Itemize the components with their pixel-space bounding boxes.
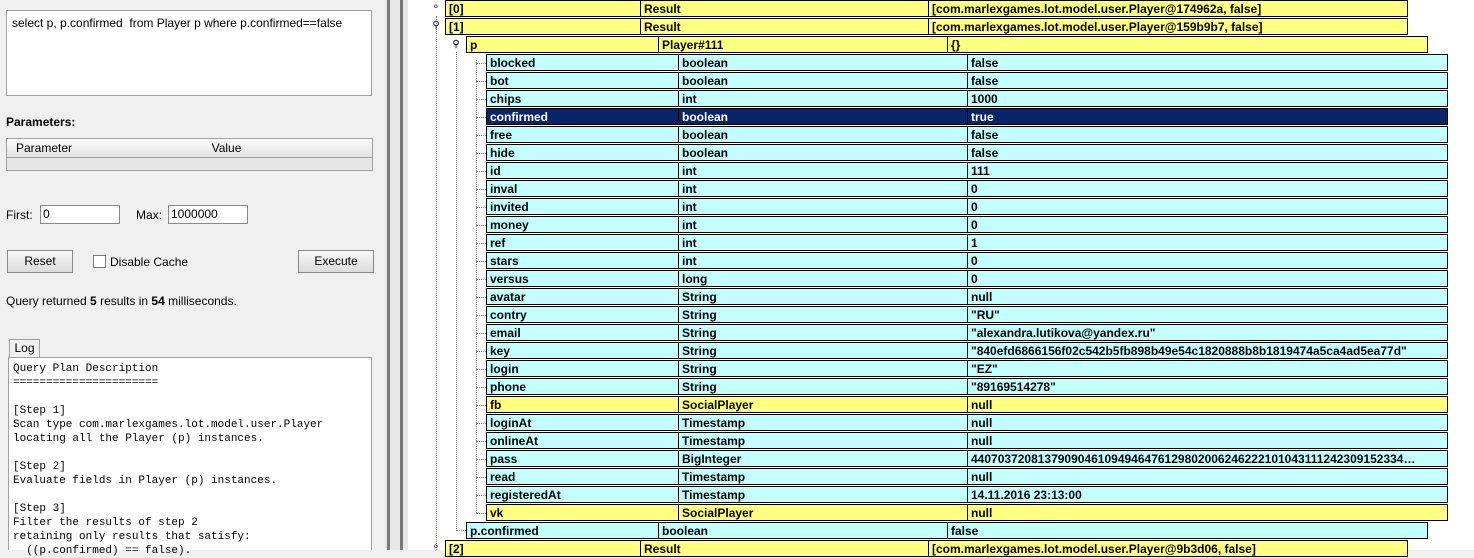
field-row-login[interactable] bbox=[408, 360, 1448, 377]
field-value: null bbox=[967, 396, 1448, 413]
field-type: long bbox=[678, 270, 968, 287]
splitter[interactable] bbox=[385, 0, 408, 550]
field-name: stars bbox=[486, 252, 679, 269]
field-value: 0 bbox=[967, 198, 1448, 215]
field-row-confirmed[interactable] bbox=[408, 108, 1448, 125]
field-type: Timestamp bbox=[678, 432, 968, 449]
field-type: int bbox=[678, 180, 968, 197]
field-type: boolean bbox=[678, 108, 968, 125]
field-row-read[interactable] bbox=[408, 468, 1448, 485]
result-type: Result bbox=[640, 0, 929, 17]
field-value: null bbox=[967, 414, 1448, 431]
field-row-vk[interactable] bbox=[408, 504, 1448, 521]
parameter-column-header[interactable]: Parameter bbox=[7, 139, 82, 158]
results-tree bbox=[408, 0, 1474, 556]
field-name: ref bbox=[486, 234, 679, 251]
field-type: String bbox=[678, 324, 968, 341]
field-value: 14.11.2016 23:13:00 bbox=[967, 486, 1448, 503]
field-value: true bbox=[967, 108, 1448, 125]
result-type: Result bbox=[640, 540, 929, 557]
query-input[interactable]: select p, p.confirmed from Player p where p.confirmed==false bbox=[6, 10, 372, 96]
tab-log[interactable]: Log bbox=[9, 339, 40, 358]
field-value: null bbox=[967, 468, 1448, 485]
field-name: versus bbox=[486, 270, 679, 287]
disable-cache-label[interactable]: Disable Cache bbox=[110, 255, 189, 269]
status-suffix: milliseconds. bbox=[164, 294, 237, 308]
status-mid: results in bbox=[96, 294, 152, 308]
field-row-phone[interactable] bbox=[408, 378, 1448, 395]
field-type: int bbox=[678, 162, 968, 179]
max-label: Max: bbox=[136, 208, 163, 222]
field-row-free[interactable] bbox=[408, 126, 1448, 143]
field-value: false bbox=[967, 72, 1448, 89]
parameters-table[interactable] bbox=[6, 138, 373, 171]
field-row-id[interactable] bbox=[408, 162, 1448, 179]
field-value: 111 bbox=[967, 162, 1448, 179]
field-value: 0 bbox=[967, 216, 1448, 233]
player-row[interactable] bbox=[408, 36, 1428, 53]
field-name: pass bbox=[486, 450, 679, 467]
field-type: String bbox=[678, 288, 968, 305]
field-type: String bbox=[678, 342, 968, 359]
result-value: [com.marlexgames.lot.model.user.Player@159b9b7, false] bbox=[928, 18, 1408, 35]
field-row-hide[interactable] bbox=[408, 144, 1448, 161]
field-type: Timestamp bbox=[678, 486, 968, 503]
field-name: email bbox=[486, 324, 679, 341]
disable-cache-checkbox[interactable] bbox=[93, 255, 106, 268]
field-name: onlineAt bbox=[486, 432, 679, 449]
field-value: null bbox=[967, 432, 1448, 449]
expand-icon[interactable]: ⚬ bbox=[431, 2, 441, 13]
field-type: BigInteger bbox=[678, 450, 968, 467]
field-name: read bbox=[486, 468, 679, 485]
field-name: bot bbox=[486, 72, 679, 89]
field-type: int bbox=[678, 252, 968, 269]
field-row-pass[interactable] bbox=[408, 450, 1448, 467]
field-name: free bbox=[486, 126, 679, 143]
field-name: hide bbox=[486, 144, 679, 161]
result-row[interactable] bbox=[408, 540, 1408, 557]
field-value: false bbox=[967, 54, 1448, 71]
confirmed-name: p.confirmed bbox=[466, 522, 659, 539]
field-type: int bbox=[678, 234, 968, 251]
confirmed-result-row[interactable] bbox=[408, 522, 1428, 539]
field-row-stars[interactable] bbox=[408, 252, 1448, 269]
field-row-avatar[interactable] bbox=[408, 288, 1448, 305]
splitter-edge-left bbox=[387, 0, 390, 550]
first-label: First: bbox=[6, 208, 33, 222]
result-count: 5 bbox=[90, 294, 97, 308]
field-row-ref[interactable] bbox=[408, 234, 1448, 251]
field-row-bot[interactable] bbox=[408, 72, 1448, 89]
field-value: 1 bbox=[967, 234, 1448, 251]
field-type: boolean bbox=[678, 144, 968, 161]
field-row-chips[interactable] bbox=[408, 90, 1448, 107]
field-type: boolean bbox=[678, 126, 968, 143]
query-status bbox=[6, 294, 237, 308]
field-row-loginAt[interactable] bbox=[408, 414, 1448, 431]
field-value: false bbox=[967, 144, 1448, 161]
confirmed-value: false bbox=[947, 522, 1428, 539]
field-row-contry[interactable] bbox=[408, 306, 1448, 323]
field-name: key bbox=[486, 342, 679, 359]
field-name: confirmed bbox=[486, 108, 679, 125]
field-name: fb bbox=[486, 396, 679, 413]
execute-button[interactable]: Execute bbox=[298, 250, 374, 273]
result-row[interactable] bbox=[408, 0, 1408, 17]
field-row-versus[interactable] bbox=[408, 270, 1448, 287]
field-name: vk bbox=[486, 504, 679, 521]
result-index: [1] bbox=[445, 18, 641, 35]
field-name: chips bbox=[486, 90, 679, 107]
field-name: inval bbox=[486, 180, 679, 197]
field-row-key[interactable] bbox=[408, 342, 1448, 359]
result-type: Result bbox=[640, 18, 929, 35]
collapse-icon[interactable]: ⚲ bbox=[452, 39, 460, 50]
field-value: 0 bbox=[967, 252, 1448, 269]
field-type: boolean bbox=[678, 54, 968, 71]
field-value: null bbox=[967, 288, 1448, 305]
player-name: p bbox=[466, 36, 659, 53]
value-column-header[interactable]: Value bbox=[81, 139, 372, 158]
field-name: loginAt bbox=[486, 414, 679, 431]
field-value: "RU" bbox=[967, 306, 1448, 323]
player-type: Player#111 bbox=[658, 36, 948, 53]
field-value: 44070372081379090461094946476129802006246222101043111242309152334… bbox=[967, 450, 1448, 467]
field-row-email[interactable] bbox=[408, 324, 1448, 341]
result-index: [0] bbox=[445, 0, 641, 17]
field-type: int bbox=[678, 198, 968, 215]
query-panel bbox=[0, 0, 385, 557]
status-prefix: Query returned bbox=[6, 294, 91, 308]
result-value: [com.marlexgames.lot.model.user.Player@174962a, false] bbox=[928, 0, 1408, 17]
first-field[interactable]: 0 bbox=[40, 205, 120, 224]
log-text[interactable]: Query Plan Description ====================== [Step 1] Scan type com.marlexgames.lot.model.user.Player locating all the Player (p) instances. [Step 2] Evaluate fields in Player (p) instances. [Step 3] Filter the results of step 2 retaining only results that satisfy: ((p.confirmed) == false). bbox=[8, 357, 372, 550]
field-value: null bbox=[967, 504, 1448, 521]
field-value: 0 bbox=[967, 270, 1448, 287]
field-name: avatar bbox=[486, 288, 679, 305]
field-row-blocked[interactable] bbox=[408, 54, 1448, 71]
elapsed-ms: 54 bbox=[151, 294, 165, 308]
field-type: int bbox=[678, 90, 968, 107]
field-name: money bbox=[486, 216, 679, 233]
field-value: 0 bbox=[967, 180, 1448, 197]
field-type: SocialPlayer bbox=[678, 396, 968, 413]
max-field[interactable]: 1000000 bbox=[168, 205, 248, 224]
field-type: SocialPlayer bbox=[678, 504, 968, 521]
field-type: boolean bbox=[678, 72, 968, 89]
result-value: [com.marlexgames.lot.model.user.Player@9b3d06, false] bbox=[928, 540, 1408, 557]
field-name: contry bbox=[486, 306, 679, 323]
field-row-onlineAt[interactable] bbox=[408, 432, 1448, 449]
field-name: login bbox=[486, 360, 679, 377]
field-row-inval[interactable] bbox=[408, 180, 1448, 197]
player-value: {} bbox=[947, 36, 1428, 53]
field-value: "alexandra.lutikova@yandex.ru" bbox=[967, 324, 1448, 341]
field-name: phone bbox=[486, 378, 679, 395]
field-value: false bbox=[967, 126, 1448, 143]
field-name: blocked bbox=[486, 54, 679, 71]
field-row-registeredAt[interactable] bbox=[408, 486, 1448, 503]
splitter-edge-right bbox=[400, 0, 403, 550]
field-type: String bbox=[678, 360, 968, 377]
result-row[interactable] bbox=[408, 18, 1408, 35]
field-type: String bbox=[678, 378, 968, 395]
field-value: "840efd6866156f02c542b5fb898b49e54c1820888b8b1819474a5ca4ad5ea77d" bbox=[967, 342, 1448, 359]
confirmed-type: boolean bbox=[658, 522, 948, 539]
parameters-label: Parameters: bbox=[6, 115, 76, 129]
field-type: int bbox=[678, 216, 968, 233]
field-type: String bbox=[678, 306, 968, 323]
field-row-fb[interactable] bbox=[408, 396, 1448, 413]
field-row-invited[interactable] bbox=[408, 198, 1448, 215]
result-index: [2] bbox=[445, 540, 641, 557]
collapse-icon[interactable]: ⚲ bbox=[432, 20, 440, 31]
field-row-money[interactable] bbox=[408, 216, 1448, 233]
field-name: registeredAt bbox=[486, 486, 679, 503]
field-name: invited bbox=[486, 198, 679, 215]
field-value: "EZ" bbox=[967, 360, 1448, 377]
field-type: Timestamp bbox=[678, 414, 968, 431]
field-value: "89169514278" bbox=[967, 378, 1448, 395]
field-type: Timestamp bbox=[678, 468, 968, 485]
field-name: id bbox=[486, 162, 679, 179]
field-value: 1000 bbox=[967, 90, 1448, 107]
reset-button[interactable]: Reset bbox=[7, 250, 73, 273]
expand-icon[interactable]: ⚬ bbox=[431, 542, 441, 553]
